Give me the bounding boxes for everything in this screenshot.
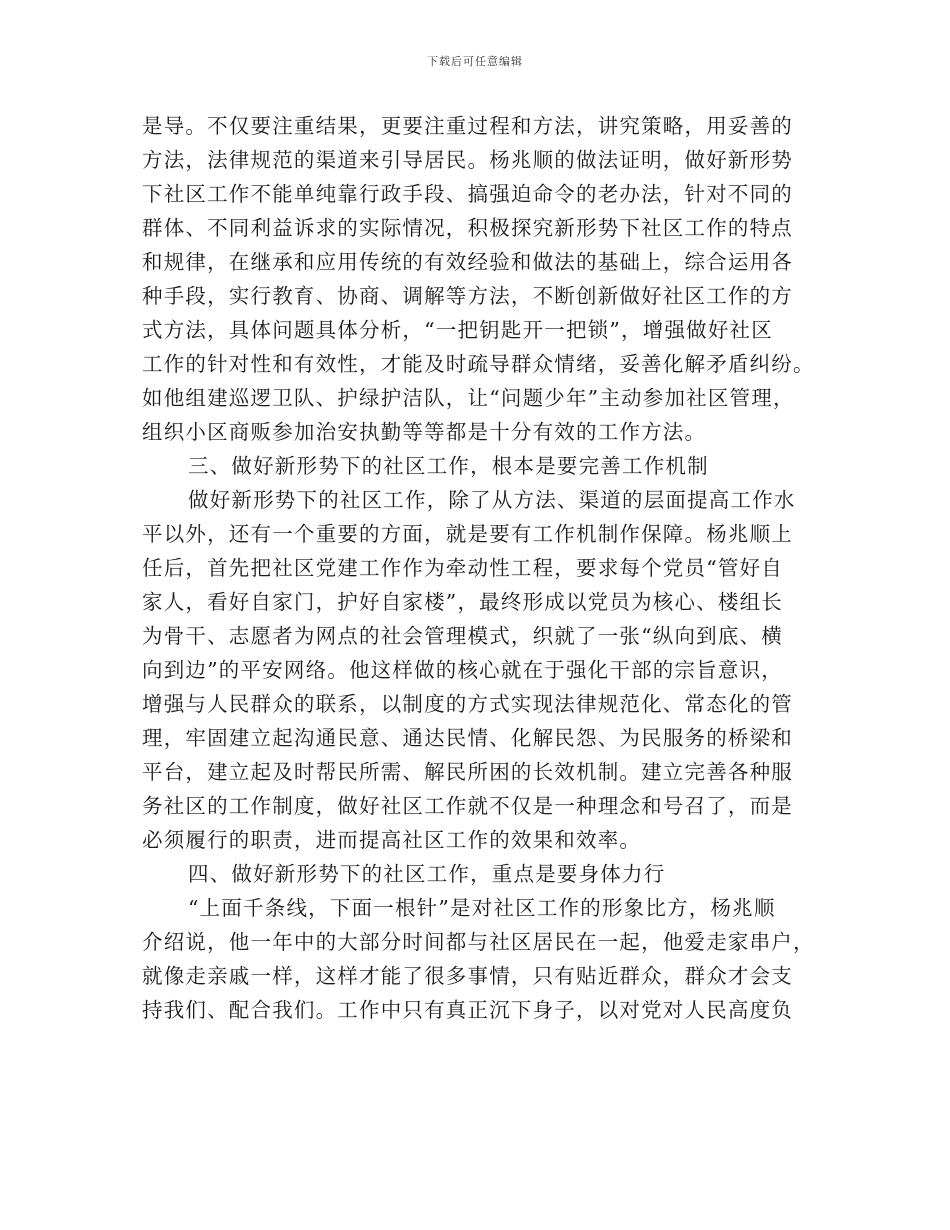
text-line: 向到边”的平安网络。他这样做的核心就在于强化干部的宗旨意识， <box>142 658 783 682</box>
section-heading: 四、做好新形势下的社区工作，重点是要身体力行 <box>188 862 666 886</box>
text-line: 如他组建巡逻卫队、护绿护洁队，让“问题少年”主动参加社区管理， <box>142 386 795 410</box>
section-heading: 三、做好新形势下的社区工作，根本是要完善工作机制 <box>188 454 709 478</box>
text-line: 做好新形势下的社区工作，除了从方法、渠道的层面提高工作水 <box>188 488 796 512</box>
text-line: 理，牢固建立起沟通民意、通达民情、化解民怨、为民服务的桥梁和 <box>142 726 793 750</box>
text-line: 方法，法律规范的渠道来引导居民。杨兆顺的做法证明，做好新形势 <box>142 148 793 172</box>
text-line: “上面千条线，下面一根针”是对社区工作的形象比方，杨兆顺 <box>188 896 776 920</box>
text-line: 平以外，还有一个重要的方面，就是要有工作机制作保障。杨兆顺上 <box>142 522 793 546</box>
text-line: 务社区的工作制度，做好社区工作就不仅是一种理念和号召了，而是 <box>142 794 793 818</box>
text-line: 种手段，实行教育、协商、调解等方法，不断创新做好社区工作的方 <box>142 284 793 308</box>
text-line: 家人，看好自家门，护好自家楼”，最终形成以党员为核心、楼组长 <box>142 590 783 614</box>
text-line: 式方法，具体问题具体分析，“一把钥匙开一把锁”，增强做好社区 <box>142 318 773 342</box>
text-line: 下社区工作不能单纯靠行政手段、搞强迫命令的老办法，针对不同的 <box>142 182 793 206</box>
text-line: 介绍说，他一年中的大部分时间都与社区居民在一起，他爱走家串户， <box>142 930 815 954</box>
text-line: 组织小区商贩参加治安执勤等等都是十分有效的工作方法。 <box>142 420 707 444</box>
text-line: 是导。不仅要注重结果，更要注重过程和方法，讲究策略，用妥善的 <box>142 114 793 138</box>
text-line: 任后，首先把社区党建工作作为牵动性工程，要求每个党员“管好自 <box>142 556 783 580</box>
text-line: 平台，建立起及时帮民所需、解民所困的长效机制。建立完善各种服 <box>142 760 793 784</box>
document-body <box>142 109 815 1027</box>
page-header: 下载后可任意编辑 <box>427 55 523 68</box>
text-line: 工作的针对性和有效性，才能及时疏导群众情绪，妥善化解矛盾纠纷。 <box>142 352 815 376</box>
text-line: 为骨干、志愿者为网点的社会管理模式，织就了一张“纵向到底、横 <box>142 624 783 648</box>
text-line: 增强与人民群众的联系，以制度的方式实现法律规范化、常态化的管 <box>142 692 793 716</box>
text-line: 和规律，在继承和应用传统的有效经验和做法的基础上，综合运用各 <box>142 250 793 274</box>
text-line: 持我们、配合我们。工作中只有真正沉下身子，以对党对人民高度负 <box>142 998 793 1022</box>
text-line: 就像走亲戚一样，这样才能了很多事情，只有贴近群众，群众才会支 <box>142 964 793 988</box>
text-line: 必须履行的职责，进而提高社区工作的效果和效率。 <box>142 828 642 852</box>
text-line: 群体、不同利益诉求的实际情况，积极探究新形势下社区工作的特点 <box>142 216 793 240</box>
